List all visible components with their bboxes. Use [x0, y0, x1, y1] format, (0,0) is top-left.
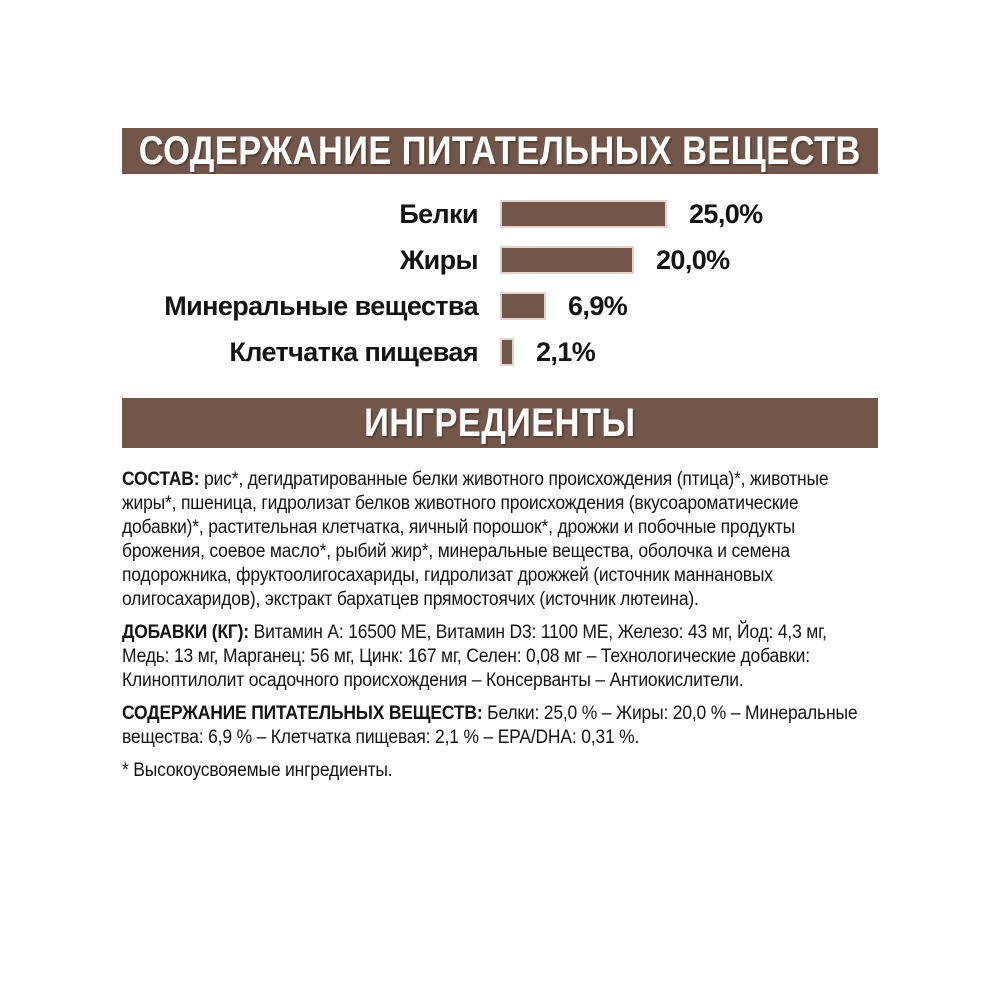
product-info-panel: [122, 128, 878, 783]
ingredients-text-block: [122, 468, 1000, 783]
chart-bar: [500, 292, 546, 320]
nutrition-header-band: [122, 128, 878, 174]
chart-row: [122, 200, 878, 228]
chart-bar: [500, 200, 667, 228]
composition-line: олигосахаридов), экстракт бархатцев прямостоячих (источник лютеина).: [122, 589, 699, 610]
chart-bar: [500, 338, 514, 366]
chart-category-label: Белки: [399, 198, 478, 229]
additives-line: Витамин A: 16500 МЕ, Витамин D3: 1100 МЕ, Железо: 43 мг, Йод: 4,3 мг,: [253, 622, 827, 643]
chart-category-label: Клетчатка пищевая: [229, 336, 478, 367]
chart-row: [122, 292, 878, 320]
ingredients-header-title: ИНГРЕДИЕНТЫ: [364, 400, 636, 445]
nutrition-header-title: СОДЕРЖАНИЕ ПИТАТЕЛЬНЫХ ВЕЩЕСТВ: [138, 128, 862, 173]
composition-line: жиры*, пшеница, гидролизат белков животного происхождения (вкусоароматические: [122, 493, 799, 514]
analysis-label: СОДЕРЖАНИЕ ПИТАТЕЛЬНЫХ ВЕЩЕСТВ:: [122, 703, 483, 724]
chart-value-label: 25,0%: [689, 198, 763, 229]
composition-line: брожения, соевое масло*, рыбий жир*, минеральные вещества, оболочка и семена: [122, 541, 790, 562]
chart-category-label: Минеральные вещества: [164, 290, 478, 321]
chart-category-label: Жиры: [399, 244, 478, 275]
additives-line: Медь: 13 мг, Марганец: 56 мг, Цинк: 167 мг, Селен: 0,08 мг – Технологические добавки:: [122, 646, 810, 667]
additives-paragraph: [122, 621, 1000, 693]
composition-line: рис*, дегидратированные белки животного происхождения (птица)*, животные: [204, 469, 829, 490]
footnote: * Высокоусвояемые ингредиенты.: [122, 760, 393, 781]
chart-value-label: 2,1%: [536, 336, 596, 367]
nutrition-bar-chart: [122, 200, 878, 366]
chart-row: [122, 338, 878, 366]
chart-value-label: 20,0%: [656, 244, 730, 275]
ingredients-header-band: [122, 398, 878, 448]
composition-line: добавки)*, растительная клетчатка, яичный порошок*, дрожжи и побочные продукты: [122, 517, 796, 538]
additives-line: Клиноптилолит осадочного происхождения – Консерванты – Антиокислители.: [122, 670, 744, 691]
analysis-line: вещества: 6,9 % – Клетчатка пищевая: 2,1 % – EPA/DHA: 0,31 %.: [122, 727, 640, 748]
composition-label: СОСТАВ:: [122, 469, 200, 490]
analysis-line: Белки: 25,0 % – Жиры: 20,0 % – Минеральные: [487, 703, 858, 724]
composition-paragraph: [122, 468, 1000, 612]
analysis-paragraph: [122, 702, 1000, 750]
composition-line: подорожника, фруктоолигосахариды, гидролизат дрожжей (источник маннановых: [122, 565, 773, 586]
chart-row: [122, 246, 878, 274]
chart-value-label: 6,9%: [568, 290, 628, 321]
additives-label: ДОБАВКИ (КГ):: [122, 622, 249, 643]
chart-bar: [500, 246, 634, 274]
